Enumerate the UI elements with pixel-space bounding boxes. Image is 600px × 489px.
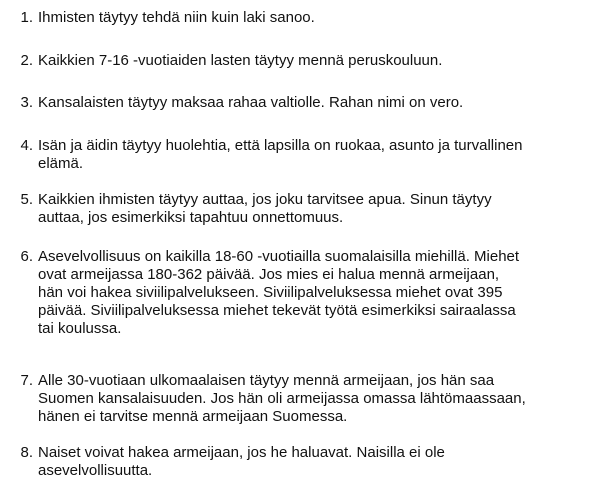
item-text [38,9,553,27]
list-item-5 [0,191,600,227]
list-item-4 [0,137,600,173]
item-number: 7. [20,372,33,389]
item-line: asevelvollisuutta. [38,462,153,479]
item-number: 3. [20,94,33,111]
item-line: Isän ja äidin täytyy huolehtia, että lapsilla on ruokaa, asunto ja turvallinen [38,137,523,154]
item-line: Naiset voivat hakea armeijaan, jos he haluavat. Naisilla ei ole [38,444,445,461]
item-text [38,372,553,426]
item-text [38,248,553,338]
item-line: päivää. Siviilipalveluksessa miehet tekevät työtä esimerkiksi sairaalassa [38,302,516,319]
item-number: 5. [20,191,33,208]
item-text [38,52,553,70]
list-item-1 [0,9,600,27]
item-text [38,191,553,227]
item-line: elämä. [38,155,84,172]
list-item-7 [0,372,600,426]
item-number: 4. [20,137,33,154]
item-number: 1. [20,9,33,26]
item-number: 6. [20,248,33,265]
item-number: 8. [20,444,33,461]
item-line: auttaa, jos esimerkiksi tapahtuu onnettomuus. [38,209,344,226]
item-line: Kaikkien ihmisten täytyy auttaa, jos joku tarvitsee apua. Sinun täytyy [38,191,492,208]
item-text [38,94,553,112]
item-number: 2. [20,52,33,69]
item-text [38,444,553,480]
item-line: Suomen kansalaisuuden. Jos hän oli armeijassa omassa lähtömaassaan, [38,390,526,407]
item-text [38,137,553,173]
item-line: hänen ei tarvitse mennä armeijaan Suomessa. [38,408,348,425]
item-line: ovat armeijassa 180-362 päivää. Jos mies ei halua mennä armeijaan, [38,266,500,283]
item-line: Ihmisten täytyy tehdä niin kuin laki sanoo. [38,9,315,26]
list-item-3 [0,94,600,112]
item-line: Kaikkien 7-16 -vuotiaiden lasten täytyy mennä peruskouluun. [38,52,443,69]
item-line: Asevelvollisuus on kaikilla 18-60 -vuotiailla suomalaisilla miehillä. Miehet [38,248,520,265]
item-line: Kansalaisten täytyy maksaa rahaa valtiolle. Rahan nimi on vero. [38,94,464,111]
list-item-2 [0,52,600,70]
item-line: Alle 30-vuotiaan ulkomaalaisen täytyy mennä armeijaan, jos hän saa [38,372,495,389]
item-line: tai koulussa. [38,320,122,337]
list-item-6 [0,248,600,338]
list-item-8 [0,444,600,480]
item-line: hän voi hakea siviilipalvelukseen. Siviilipalveluksessa miehet ovat 395 [38,284,503,301]
